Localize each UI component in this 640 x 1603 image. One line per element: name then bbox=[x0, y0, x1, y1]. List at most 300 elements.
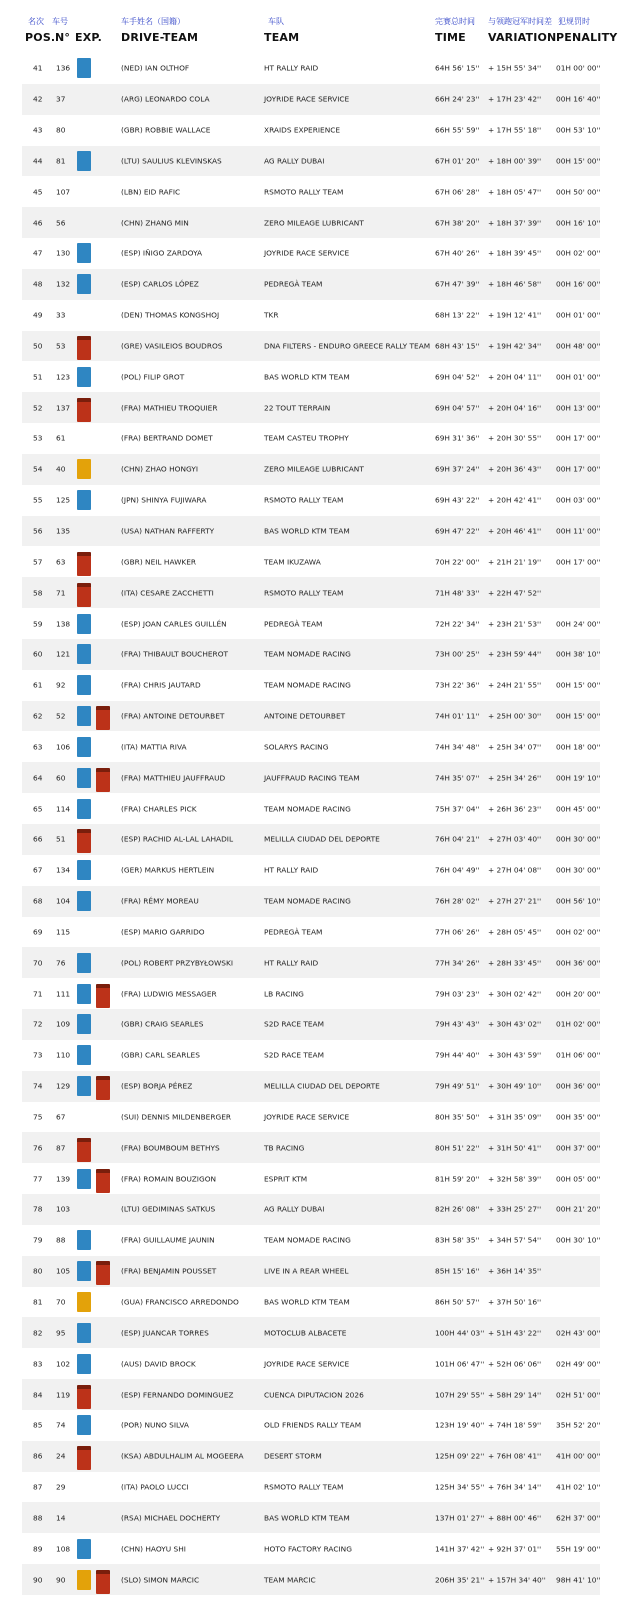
cell-time: 69H 04' 52'' bbox=[435, 372, 480, 382]
cell-num: 63 bbox=[56, 557, 66, 567]
cell-team: CUENCA DIPUTACION 2026 bbox=[264, 1390, 364, 1400]
cell-var: + 25H 34' 26'' bbox=[488, 773, 542, 783]
cell-time: 73H 00' 25'' bbox=[435, 649, 480, 659]
cell-team: HT RALLY RAID bbox=[264, 63, 319, 73]
cell-team: 22 TOUT TERRAIN bbox=[264, 403, 331, 413]
cell-pos: 70 bbox=[33, 958, 43, 968]
cell-time: 67H 38' 20'' bbox=[435, 218, 480, 228]
exp-badge-blue bbox=[77, 1539, 91, 1559]
cell-num: 125 bbox=[56, 495, 71, 505]
exp-badges bbox=[77, 274, 117, 294]
exp-badges bbox=[77, 675, 117, 695]
exp-badge-red bbox=[96, 768, 110, 792]
cell-team: OLD FRIENDS RALLY TEAM bbox=[264, 1420, 362, 1430]
cell-num: 136 bbox=[56, 63, 71, 73]
exp-badge-gold bbox=[77, 459, 91, 479]
cell-team: BAS WORLD KTM TEAM bbox=[264, 372, 350, 382]
cell-drv: (FRA) BENJAMIN POUSSET bbox=[121, 1266, 217, 1276]
cell-time: 77H 34' 26'' bbox=[435, 958, 480, 968]
exp-badges bbox=[77, 490, 117, 510]
cell-drv: (LTU) SAULIUS KLEVINSKAS bbox=[121, 156, 222, 166]
cell-pen: 00H 35' 00'' bbox=[556, 1112, 601, 1122]
cell-pen: 01H 00' 00'' bbox=[556, 63, 601, 73]
cell-pos: 58 bbox=[33, 588, 43, 598]
cell-team: PEDREGÀ TEAM bbox=[264, 619, 323, 629]
header-cn-driver: 车手姓名（国籍） bbox=[121, 17, 185, 26]
cell-team: ZERO MILEAGE LUBRICANT bbox=[264, 464, 364, 474]
cell-num: 33 bbox=[56, 310, 66, 320]
cell-var: + 34H 57' 54'' bbox=[488, 1235, 542, 1245]
table-row bbox=[22, 176, 600, 207]
exp-badge-blue bbox=[77, 891, 91, 911]
cell-pos: 50 bbox=[33, 341, 43, 351]
cell-time: 79H 03' 23'' bbox=[435, 989, 480, 999]
cell-num: 92 bbox=[56, 680, 66, 690]
cell-num: 137 bbox=[56, 403, 71, 413]
cell-num: 80 bbox=[56, 125, 66, 135]
table-row bbox=[22, 454, 600, 485]
exp-badges bbox=[77, 922, 117, 942]
cell-time: 67H 06' 28'' bbox=[435, 187, 480, 197]
cell-var: + 37H 50' 16'' bbox=[488, 1297, 542, 1307]
exp-badges bbox=[77, 305, 117, 325]
cell-pos: 41 bbox=[33, 63, 43, 73]
cell-num: 114 bbox=[56, 804, 71, 814]
cell-drv: (GBR) CRAIG SEARLES bbox=[121, 1019, 204, 1029]
cell-team: ANTOINE DETOURBET bbox=[264, 711, 346, 721]
cell-time: 74H 35' 07'' bbox=[435, 773, 480, 783]
cell-var: + 58H 29' 14'' bbox=[488, 1390, 542, 1400]
cell-pen: 35H 52' 20'' bbox=[556, 1420, 601, 1430]
exp-badges bbox=[77, 1169, 117, 1189]
cell-team: TEAM NOMADE RACING bbox=[264, 649, 351, 659]
exp-badge-blue bbox=[77, 984, 91, 1004]
exp-badges bbox=[77, 1477, 117, 1497]
table-row bbox=[22, 84, 600, 115]
cell-pos: 88 bbox=[33, 1513, 43, 1523]
cell-time: 67H 47' 39'' bbox=[435, 279, 480, 289]
cell-var: + 21H 21' 19'' bbox=[488, 557, 542, 567]
cell-drv: (GBR) ROBBIE WALLACE bbox=[121, 125, 211, 135]
cell-drv: (POL) ROBERT PRZYBYŁOWSKI bbox=[121, 958, 234, 968]
cell-num: 51 bbox=[56, 834, 66, 844]
cell-team: JOYRIDE RACE SERVICE bbox=[264, 94, 350, 104]
exp-badge-blue bbox=[77, 1323, 91, 1343]
cell-pos: 47 bbox=[33, 248, 43, 258]
cell-pen: 41H 02' 10'' bbox=[556, 1482, 601, 1492]
cell-drv: (GBR) CARL SEARLES bbox=[121, 1050, 200, 1060]
exp-badges bbox=[77, 1354, 117, 1374]
cell-team: HT RALLY RAID bbox=[264, 958, 319, 968]
table-row bbox=[22, 115, 600, 146]
cell-time: 107H 29' 55'' bbox=[435, 1390, 485, 1400]
cell-pen: 00H 30' 00'' bbox=[556, 865, 601, 875]
exp-badge-blue bbox=[77, 860, 91, 880]
cell-num: 105 bbox=[56, 1266, 71, 1276]
table-row bbox=[22, 917, 600, 948]
cell-var: + 26H 36' 23'' bbox=[488, 804, 542, 814]
cell-var: + 20H 42' 41'' bbox=[488, 495, 542, 505]
cell-drv: (FRA) LUDWIG MESSAGER bbox=[121, 989, 217, 999]
cell-num: 132 bbox=[56, 279, 71, 289]
exp-badges bbox=[77, 583, 117, 603]
cell-team: XRAIDS EXPERIENCE bbox=[264, 125, 341, 135]
cell-drv: (ARG) LEONARDO COLA bbox=[121, 94, 210, 104]
cell-pen: 00H 48' 00'' bbox=[556, 341, 601, 351]
cell-time: 101H 06' 47'' bbox=[435, 1359, 485, 1369]
cell-time: 73H 22' 36'' bbox=[435, 680, 480, 690]
table-row bbox=[22, 1009, 600, 1040]
cell-var: + 31H 50' 41'' bbox=[488, 1143, 542, 1153]
cell-pos: 74 bbox=[33, 1081, 43, 1091]
cell-pen: 41H 00' 00'' bbox=[556, 1451, 601, 1461]
cell-num: 76 bbox=[56, 958, 66, 968]
cell-pos: 45 bbox=[33, 187, 43, 197]
cell-num: 87 bbox=[56, 1143, 66, 1153]
cell-time: 71H 48' 33'' bbox=[435, 588, 480, 598]
table-row bbox=[22, 423, 600, 454]
table-row bbox=[22, 1348, 600, 1379]
cell-num: 110 bbox=[56, 1050, 71, 1060]
exp-badge-blue bbox=[77, 644, 91, 664]
cell-var: + 76H 08' 41'' bbox=[488, 1451, 542, 1461]
header-penalty: PENALITY bbox=[556, 31, 618, 44]
header-driver: DRIVE-TEAM bbox=[121, 31, 199, 44]
header-team: TEAM bbox=[264, 31, 300, 44]
exp-badge-blue bbox=[77, 675, 91, 695]
cell-pen: 00H 17' 00'' bbox=[556, 433, 601, 443]
cell-drv: (GBR) NEIL HAWKER bbox=[121, 557, 197, 567]
cell-drv: (FRA) MATHIEU TROQUIER bbox=[121, 403, 218, 413]
cell-pen: 00H 17' 00'' bbox=[556, 557, 601, 567]
cell-num: 134 bbox=[56, 865, 71, 875]
cell-num: 60 bbox=[56, 773, 66, 783]
cell-var: + 22H 47' 52'' bbox=[488, 588, 542, 598]
exp-badge-blue bbox=[77, 1261, 91, 1281]
cell-pos: 69 bbox=[33, 927, 43, 937]
cell-var: + 92H 37' 01'' bbox=[488, 1544, 542, 1554]
cell-pos: 60 bbox=[33, 649, 43, 659]
cell-var: + 51H 43' 22'' bbox=[488, 1328, 542, 1338]
exp-badges bbox=[77, 213, 117, 233]
cell-var: + 18H 00' 39'' bbox=[488, 156, 542, 166]
cell-pen: 00H 05' 00'' bbox=[556, 1174, 601, 1184]
cell-var: + 18H 05' 47'' bbox=[488, 187, 542, 197]
cell-pos: 75 bbox=[33, 1112, 43, 1122]
cell-num: 40 bbox=[56, 464, 66, 474]
exp-badges bbox=[77, 1446, 117, 1466]
cell-drv: (FRA) THIBAULT BOUCHEROT bbox=[121, 649, 229, 659]
cell-pen: 01H 06' 00'' bbox=[556, 1050, 601, 1060]
cell-pos: 87 bbox=[33, 1482, 43, 1492]
cell-pos: 78 bbox=[33, 1204, 43, 1214]
cell-var: + 20H 04' 16'' bbox=[488, 403, 542, 413]
cell-team: RSMOTO RALLY TEAM bbox=[264, 588, 344, 598]
table-row bbox=[22, 1502, 600, 1533]
cell-pen: 00H 30' 10'' bbox=[556, 1235, 601, 1245]
cell-num: 135 bbox=[56, 526, 71, 536]
cell-team: DNA FILTERS - ENDURO GREECE RALLY TEAM bbox=[264, 341, 431, 351]
header-cn-variation: 与领跑冠军时间差 bbox=[488, 17, 552, 26]
cell-drv: (GRE) VASILEIOS BOUDROS bbox=[121, 341, 223, 351]
table-row bbox=[22, 207, 600, 238]
cell-drv: (POL) FILIP GROT bbox=[121, 372, 185, 382]
cell-time: 100H 44' 03'' bbox=[435, 1328, 485, 1338]
cell-num: 70 bbox=[56, 1297, 66, 1307]
table-row bbox=[22, 1225, 600, 1256]
cell-pen: 00H 30' 00'' bbox=[556, 834, 601, 844]
cell-var: + 23H 21' 53'' bbox=[488, 619, 542, 629]
cell-var: + 30H 02' 42'' bbox=[488, 989, 542, 999]
cell-drv: (LBN) EID RAFIC bbox=[121, 187, 181, 197]
table-row bbox=[22, 269, 600, 300]
cell-pos: 64 bbox=[33, 773, 43, 783]
exp-badge-red bbox=[77, 398, 91, 422]
cell-var: + 18H 37' 39'' bbox=[488, 218, 542, 228]
cell-time: 141H 37' 42'' bbox=[435, 1544, 485, 1554]
header-cn-time: 完赛总时间 bbox=[435, 17, 475, 26]
cell-drv: (SUI) DENNIS MILDENBERGER bbox=[121, 1112, 232, 1122]
cell-team: RSMOTO RALLY TEAM bbox=[264, 1482, 344, 1492]
exp-badge-blue bbox=[77, 367, 91, 387]
cell-drv: (SLO) SIMON MARCIC bbox=[121, 1575, 200, 1585]
cell-time: 69H 31' 36'' bbox=[435, 433, 480, 443]
cell-pos: 72 bbox=[33, 1019, 43, 1029]
cell-pen: 00H 20' 00'' bbox=[556, 989, 601, 999]
cell-drv: (FRA) ANTOINE DETOURBET bbox=[121, 711, 225, 721]
cell-drv: (KSA) ABDULHALIM AL MOGEERA bbox=[121, 1451, 244, 1461]
cell-team: TEAM NOMADE RACING bbox=[264, 804, 351, 814]
cell-var: + 36H 14' 35'' bbox=[488, 1266, 542, 1276]
exp-badge-red bbox=[77, 1138, 91, 1162]
cell-pos: 57 bbox=[33, 557, 43, 567]
exp-badges bbox=[77, 860, 117, 880]
cell-num: 111 bbox=[56, 989, 71, 999]
cell-team: MOTOCLUB ALBACETE bbox=[264, 1328, 347, 1338]
cell-time: 79H 49' 51'' bbox=[435, 1081, 480, 1091]
cell-time: 68H 13' 22'' bbox=[435, 310, 480, 320]
table-row bbox=[22, 793, 600, 824]
cell-time: 64H 56' 15'' bbox=[435, 63, 480, 73]
cell-team: HOTO FACTORY RACING bbox=[264, 1544, 352, 1554]
cell-team: TEAM IKUZAWA bbox=[264, 557, 321, 567]
exp-badges bbox=[77, 336, 117, 356]
table-row bbox=[22, 1317, 600, 1348]
cell-team: BAS WORLD KTM TEAM bbox=[264, 526, 350, 536]
cell-team: MELILLA CIUDAD DEL DEPORTE bbox=[264, 834, 380, 844]
cell-drv: (FRA) CHARLES PICK bbox=[121, 804, 197, 814]
cell-var: + 157H 34' 40'' bbox=[488, 1575, 546, 1585]
table-row bbox=[22, 1040, 600, 1071]
exp-badges bbox=[77, 706, 117, 726]
exp-badges bbox=[77, 1199, 117, 1219]
table-row bbox=[22, 1071, 600, 1102]
table-row bbox=[22, 1163, 600, 1194]
cell-team: JOYRIDE RACE SERVICE bbox=[264, 1112, 350, 1122]
cell-team: TKR bbox=[264, 310, 279, 320]
table-row bbox=[22, 1287, 600, 1318]
cell-drv: (FRA) GUILLAUME JAUNIN bbox=[121, 1235, 215, 1245]
table-row bbox=[22, 731, 600, 762]
cell-num: 123 bbox=[56, 372, 71, 382]
cell-team: TEAM NOMADE RACING bbox=[264, 680, 351, 690]
cell-drv: (GER) MARKUS HERTLEIN bbox=[121, 865, 215, 875]
cell-pen: 00H 45' 00'' bbox=[556, 804, 601, 814]
cell-drv: (USA) NATHAN RAFFERTY bbox=[121, 526, 215, 536]
cell-num: 108 bbox=[56, 1544, 71, 1554]
cell-team: ZERO MILEAGE LUBRICANT bbox=[264, 218, 364, 228]
exp-badge-red bbox=[77, 583, 91, 607]
cell-drv: (ESP) JOAN CARLES GUILLÉN bbox=[121, 619, 227, 629]
cell-time: 72H 22' 34'' bbox=[435, 619, 480, 629]
cell-pos: 89 bbox=[33, 1544, 43, 1554]
cell-time: 69H 43' 22'' bbox=[435, 495, 480, 505]
exp-badge-blue bbox=[77, 1230, 91, 1250]
cell-var: + 88H 00' 46'' bbox=[488, 1513, 542, 1523]
cell-pen: 55H 19' 00'' bbox=[556, 1544, 601, 1554]
cell-var: + 27H 03' 40'' bbox=[488, 834, 542, 844]
cell-var: + 15H 55' 34'' bbox=[488, 63, 542, 73]
exp-badges bbox=[77, 367, 117, 387]
cell-num: 67 bbox=[56, 1112, 66, 1122]
cell-time: 67H 40' 26'' bbox=[435, 248, 480, 258]
cell-pos: 55 bbox=[33, 495, 43, 505]
exp-badges bbox=[77, 891, 117, 911]
cell-team: DESERT STORM bbox=[264, 1451, 322, 1461]
cell-var: + 30H 43' 02'' bbox=[488, 1019, 542, 1029]
cell-team: TEAM MARCIC bbox=[264, 1575, 316, 1585]
exp-badges bbox=[77, 1415, 117, 1435]
cell-pos: 86 bbox=[33, 1451, 43, 1461]
cell-var: + 20H 30' 55'' bbox=[488, 433, 542, 443]
cell-time: 77H 06' 26'' bbox=[435, 927, 480, 937]
cell-var: + 30H 43' 59'' bbox=[488, 1050, 542, 1060]
cell-time: 123H 19' 40'' bbox=[435, 1420, 485, 1430]
cell-drv: (ESP) JUANCAR TORRES bbox=[121, 1328, 209, 1338]
cell-time: 81H 59' 20'' bbox=[435, 1174, 480, 1184]
cell-pen: 00H 56' 10'' bbox=[556, 896, 601, 906]
cell-num: 90 bbox=[56, 1575, 66, 1585]
cell-team: BAS WORLD KTM TEAM bbox=[264, 1513, 350, 1523]
cell-pos: 73 bbox=[33, 1050, 43, 1060]
cell-team: RSMOTO RALLY TEAM bbox=[264, 187, 344, 197]
exp-badge-gold bbox=[77, 1570, 91, 1590]
cell-time: 67H 01' 20'' bbox=[435, 156, 480, 166]
cell-num: 24 bbox=[56, 1451, 66, 1461]
cell-time: 66H 24' 23'' bbox=[435, 94, 480, 104]
exp-badge-blue bbox=[77, 274, 91, 294]
table-row bbox=[22, 546, 600, 577]
cell-pen: 00H 02' 00'' bbox=[556, 927, 601, 937]
cell-var: + 19H 42' 34'' bbox=[488, 341, 542, 351]
cell-var: + 32H 58' 39'' bbox=[488, 1174, 542, 1184]
exp-badge-red bbox=[96, 1570, 110, 1594]
cell-time: 68H 43' 15'' bbox=[435, 341, 480, 351]
cell-drv: (CHN) ZHAO HONGYI bbox=[121, 464, 199, 474]
cell-var: + 20H 36' 43'' bbox=[488, 464, 542, 474]
cell-pos: 42 bbox=[33, 94, 43, 104]
header-cn-team: 车队 bbox=[268, 17, 284, 26]
cell-var: + 52H 06' 06'' bbox=[488, 1359, 542, 1369]
cell-time: 79H 44' 40'' bbox=[435, 1050, 480, 1060]
cell-drv: (ESP) FERNANDO DOMINGUEZ bbox=[121, 1390, 234, 1400]
exp-badge-blue bbox=[77, 706, 91, 726]
cell-team: TB RACING bbox=[264, 1143, 305, 1153]
cell-var: + 74H 18' 59'' bbox=[488, 1420, 542, 1430]
table-row bbox=[22, 1102, 600, 1133]
exp-badge-blue bbox=[77, 1169, 91, 1189]
table-row bbox=[22, 361, 600, 392]
exp-badge-red bbox=[77, 829, 91, 853]
exp-badges bbox=[77, 1045, 117, 1065]
cell-team: JAUFFRAUD RACING TEAM bbox=[264, 773, 360, 783]
exp-badge-blue bbox=[77, 58, 91, 78]
cell-drv: (ESP) BORJA PÉREZ bbox=[121, 1081, 193, 1091]
cell-time: 69H 04' 57'' bbox=[435, 403, 480, 413]
cell-drv: (NED) IAN OLTHOF bbox=[121, 63, 190, 73]
cell-pos: 67 bbox=[33, 865, 43, 875]
cell-team: HT RALLY RAID bbox=[264, 865, 319, 875]
cell-pos: 63 bbox=[33, 742, 43, 752]
cell-num: 52 bbox=[56, 711, 66, 721]
cell-time: 70H 22' 00'' bbox=[435, 557, 480, 567]
cell-pos: 90 bbox=[33, 1575, 43, 1585]
table-row bbox=[22, 670, 600, 701]
cell-num: 37 bbox=[56, 94, 66, 104]
table-row bbox=[22, 146, 600, 177]
cell-team: TEAM NOMADE RACING bbox=[264, 1235, 351, 1245]
exp-badges bbox=[77, 428, 117, 448]
cell-drv: (ITA) MATTIA RIVA bbox=[121, 742, 187, 752]
cell-pos: 71 bbox=[33, 989, 43, 999]
cell-team: ESPRIT KTM bbox=[264, 1174, 308, 1184]
cell-var: + 27H 04' 08'' bbox=[488, 865, 542, 875]
cell-pen: 00H 02' 00'' bbox=[556, 248, 601, 258]
cell-team: SOLARYS RACING bbox=[264, 742, 329, 752]
cell-drv: (ESP) RACHID AL-LAL LAHADIL bbox=[121, 834, 234, 844]
header-variation: VARIATION bbox=[488, 31, 557, 44]
cell-drv: (CHN) HAOYU SHI bbox=[121, 1544, 186, 1554]
cell-pen: 00H 16' 00'' bbox=[556, 279, 601, 289]
cell-team: S2D RACE TEAM bbox=[264, 1019, 324, 1029]
cell-pen: 00H 18' 00'' bbox=[556, 742, 601, 752]
cell-pen: 00H 15' 00'' bbox=[556, 680, 601, 690]
exp-badges bbox=[77, 1076, 117, 1096]
exp-badges bbox=[77, 1292, 117, 1312]
cell-num: 106 bbox=[56, 742, 71, 752]
cell-team: S2D RACE TEAM bbox=[264, 1050, 324, 1060]
exp-badges bbox=[77, 1230, 117, 1250]
cell-time: 82H 26' 08'' bbox=[435, 1204, 480, 1214]
cell-pos: 83 bbox=[33, 1359, 43, 1369]
exp-badge-blue bbox=[77, 1415, 91, 1435]
exp-badges bbox=[77, 182, 117, 202]
cell-pen: 02H 51' 00'' bbox=[556, 1390, 601, 1400]
cell-pos: 77 bbox=[33, 1174, 43, 1184]
cell-drv: (FRA) CHRIS JAUTARD bbox=[121, 680, 201, 690]
cell-time: 83H 58' 35'' bbox=[435, 1235, 480, 1245]
cell-pos: 44 bbox=[33, 156, 43, 166]
cell-num: 29 bbox=[56, 1482, 66, 1492]
cell-num: 138 bbox=[56, 619, 71, 629]
table-row bbox=[22, 53, 600, 84]
exp-badges bbox=[77, 243, 117, 263]
cell-num: 119 bbox=[56, 1390, 71, 1400]
exp-badges bbox=[77, 953, 117, 973]
cell-pen: 00H 15' 00'' bbox=[556, 711, 601, 721]
cell-drv: (ESP) CARLOS LÓPEZ bbox=[121, 279, 199, 289]
cell-team: LIVE IN A REAR WHEEL bbox=[264, 1266, 349, 1276]
